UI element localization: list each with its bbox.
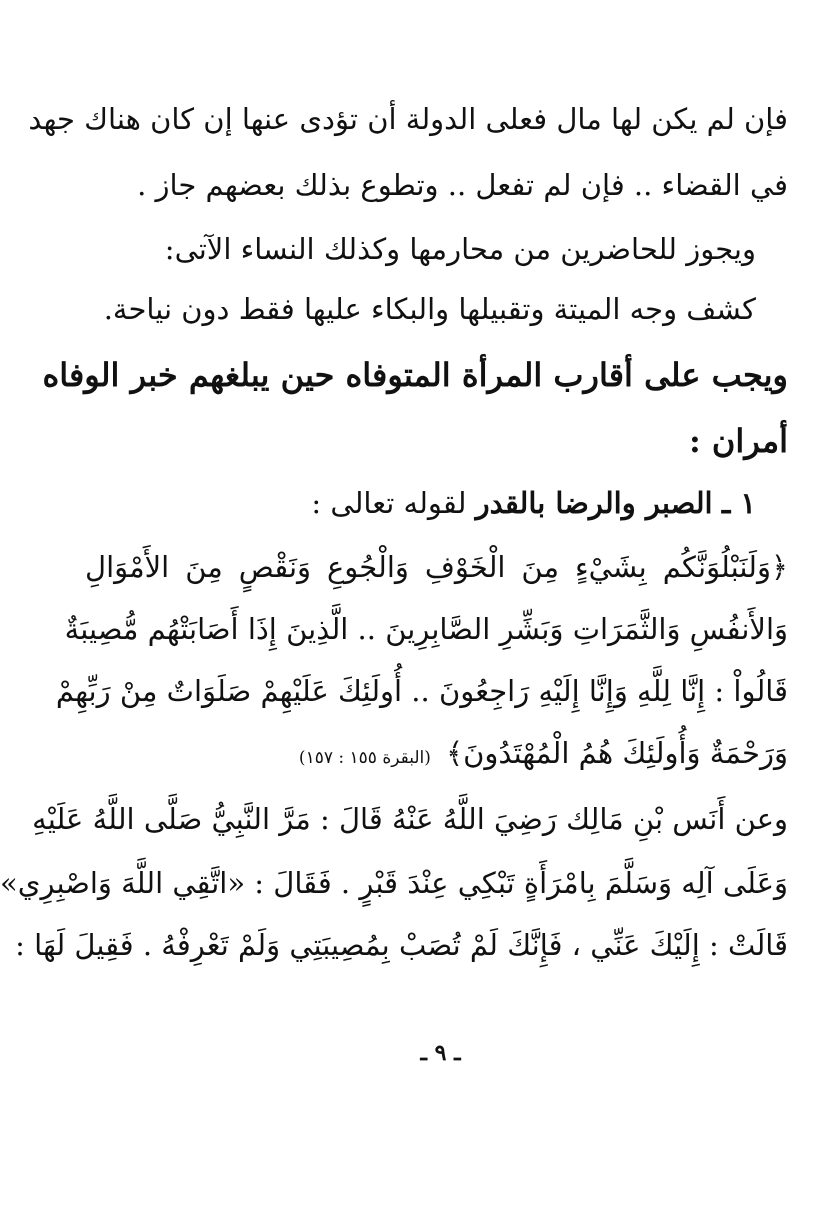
list-item-bold-text: الصبر والرضا بالقدر (475, 486, 713, 520)
hadith-line-3: قَالَتْ : إِلَيْكَ عَنِّي ، فَإِنَّكَ لَمْ تُصَبْ بِمُصِيبَتِي وَلَمْ تَعْرِفْهُ . فَقِيلَ لَهَا : (15, 928, 788, 962)
text-line-4: كشف وجه الميتة وتقبيلها والبكاء عليها فقط دون نياحة. (103, 292, 756, 326)
quran-verse-text: وَرَحْمَةٌ وَأُولَئِكَ هُمُ الْمُهْتَدُونَ﴾ (446, 736, 788, 770)
quran-reference: (البقرة ١٥٥ : ١٥٧) (298, 748, 431, 768)
text-line-1: فإن لم يكن لها مال فعلى الدولة أن تؤدى عنها إن كان هناك جهد (28, 102, 788, 136)
hadith-line-1: وعن أَنَس بْنِ مَالِك رَضِيَ اللَّهُ عَنْهُ قَالَ : مَرَّ النَّبِيُّ صَلَّى اللَّهُ عَلَيْهِ (32, 802, 788, 836)
list-item-text: لقوله تعالى : (311, 486, 467, 520)
section-heading-line-1: ويجب على أقارب المرأة المتوفاه حين يبلغهم خبر الوفاه (42, 356, 788, 394)
section-heading-line-2: أمران : (688, 422, 788, 460)
page-number: ـ ٩ ـ (420, 1040, 461, 1066)
hadith-line-2: وَعَلَى آلِه وَسَلَّمَ بِامْرَأَةٍ تَبْكِي عِنْدَ قَبْرٍ . فَقَالَ : «اتَّقِي اللَّهَ وَاصْبِرِي» (0, 866, 788, 900)
text-line-3: ويجوز للحاضرين من محارمها وكذلك النساء الآتى: (164, 232, 756, 266)
text-line-2: في القضاء .. فإن لم تفعل .. وتطوع بذلك بعضهم جاز . (137, 168, 788, 202)
quran-verse-line-4 (85, 736, 788, 771)
list-item-number: ١ ـ (721, 486, 756, 520)
list-item-1 (85, 486, 756, 521)
quran-verse-line-1: ﴿وَلَنَبْلُوَنَّكُم بِشَيْءٍ مِنَ الْخَوْفِ وَالْجُوعِ وَنَقْصٍ مِنَ الأَمْوَالِ (85, 550, 788, 584)
quran-verse-line-2: وَالأَنفُسِ وَالثَّمَرَاتِ وَبَشِّرِ الصَّابِرِينَ .. الَّذِينَ إِذَا أَصَابَتْهُم مُّصِيبَةٌ (64, 612, 788, 646)
quran-verse-line-3: قَالُواْ : إِنَّا لِلَّهِ وَإِنَّا إِلَيْهِ رَاجِعُونَ .. أُولَئِكَ عَلَيْهِمْ صَلَوَاتٌ مِنْ رَبِّهِمْ (55, 674, 788, 708)
